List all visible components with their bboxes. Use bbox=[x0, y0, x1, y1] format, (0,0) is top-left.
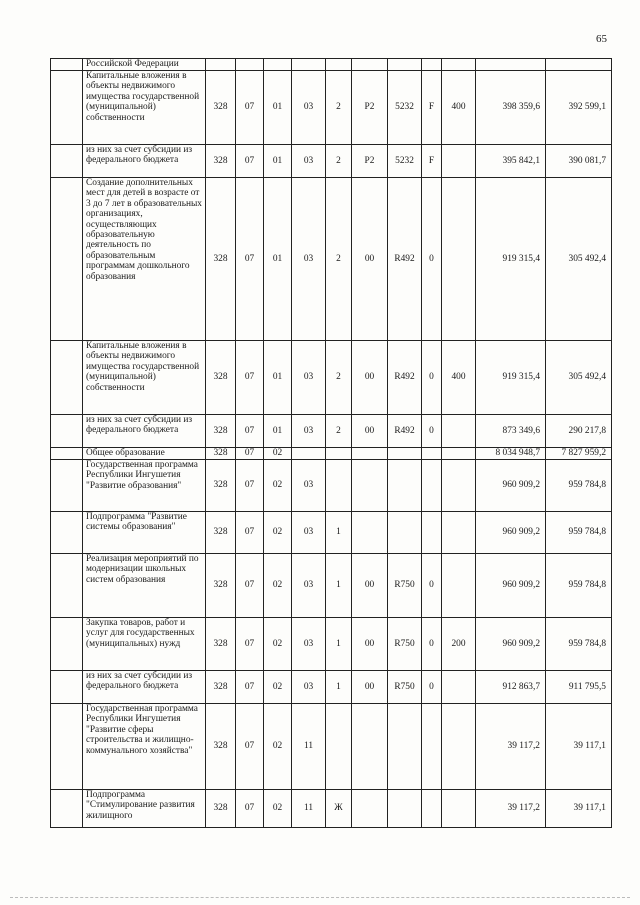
direction-cell: R492 bbox=[388, 178, 422, 341]
section-cell: 07 bbox=[236, 415, 264, 448]
section-cell: 07 bbox=[236, 448, 264, 460]
main-event-cell: 00 bbox=[352, 671, 388, 704]
direction-cell: R492 bbox=[388, 415, 422, 448]
program-cell: 03 bbox=[292, 618, 326, 671]
subsection-cell: 01 bbox=[264, 145, 292, 178]
subsection-cell: 02 bbox=[264, 618, 292, 671]
margin-cell bbox=[51, 704, 83, 790]
subsection-cell: 02 bbox=[264, 512, 292, 554]
table-row bbox=[51, 71, 612, 145]
subprogram-cell bbox=[326, 704, 352, 790]
subsection-cell: 01 bbox=[264, 341, 292, 415]
subsection-cell: 02 bbox=[264, 671, 292, 704]
ministry-code-cell: 328 bbox=[206, 704, 236, 790]
type-cell bbox=[422, 59, 442, 71]
ministry-code-cell: 328 bbox=[206, 341, 236, 415]
program-cell: 11 bbox=[292, 790, 326, 828]
amount-2022-cell: 39 117,1 bbox=[546, 704, 612, 790]
direction-cell bbox=[388, 460, 422, 512]
row-name-cell: Подпрограмма "Стимулирование развития жилищного bbox=[83, 790, 206, 828]
subsection-cell: 02 bbox=[264, 790, 292, 828]
subsection-cell: 02 bbox=[264, 704, 292, 790]
expense-type-cell bbox=[442, 415, 476, 448]
type-cell: 0 bbox=[422, 178, 442, 341]
direction-cell bbox=[388, 59, 422, 71]
subprogram-cell: 2 bbox=[326, 145, 352, 178]
amount-2021-cell: 8 034 948,7 bbox=[476, 448, 546, 460]
subprogram-cell bbox=[326, 59, 352, 71]
subprogram-cell: 2 bbox=[326, 415, 352, 448]
amount-2022-cell: 39 117,1 bbox=[546, 790, 612, 828]
main-event-cell: P2 bbox=[352, 71, 388, 145]
main-event-cell: 00 bbox=[352, 341, 388, 415]
expense-type-cell bbox=[442, 704, 476, 790]
type-cell bbox=[422, 704, 442, 790]
table-row bbox=[51, 512, 612, 554]
ministry-code-cell: 328 bbox=[206, 460, 236, 512]
margin-cell bbox=[51, 178, 83, 341]
main-event-cell: 00 bbox=[352, 618, 388, 671]
row-name-cell: Российской Федерации bbox=[83, 59, 206, 71]
direction-cell bbox=[388, 790, 422, 828]
amount-2022-cell: 390 081,7 bbox=[546, 145, 612, 178]
expense-type-cell bbox=[442, 790, 476, 828]
margin-cell bbox=[51, 448, 83, 460]
expense-type-cell bbox=[442, 59, 476, 71]
margin-cell bbox=[51, 554, 83, 618]
amount-2021-cell: 395 842,1 bbox=[476, 145, 546, 178]
table-row bbox=[51, 554, 612, 618]
main-event-cell bbox=[352, 460, 388, 512]
expense-type-cell bbox=[442, 448, 476, 460]
section-cell: 07 bbox=[236, 790, 264, 828]
page-bottom-rule bbox=[10, 897, 630, 898]
subprogram-cell: 1 bbox=[326, 671, 352, 704]
program-cell: 11 bbox=[292, 704, 326, 790]
margin-cell bbox=[51, 618, 83, 671]
main-event-cell: 00 bbox=[352, 178, 388, 341]
amount-2021-cell: 39 117,2 bbox=[476, 704, 546, 790]
subsection-cell: 02 bbox=[264, 554, 292, 618]
program-cell: 03 bbox=[292, 341, 326, 415]
amount-2022-cell: 911 795,5 bbox=[546, 671, 612, 704]
direction-cell: 5232 bbox=[388, 145, 422, 178]
type-cell: F bbox=[422, 145, 442, 178]
subprogram-cell: 1 bbox=[326, 512, 352, 554]
direction-cell: 5232 bbox=[388, 71, 422, 145]
type-cell bbox=[422, 448, 442, 460]
section-cell: 07 bbox=[236, 460, 264, 512]
ministry-code-cell: 328 bbox=[206, 618, 236, 671]
direction-cell: R492 bbox=[388, 341, 422, 415]
expense-type-cell: 400 bbox=[442, 341, 476, 415]
amount-2022-cell bbox=[546, 59, 612, 71]
subsection-cell: 01 bbox=[264, 71, 292, 145]
expense-type-cell bbox=[442, 178, 476, 341]
row-name-cell: Общее образование bbox=[83, 448, 206, 460]
subprogram-cell bbox=[326, 460, 352, 512]
program-cell: 03 bbox=[292, 178, 326, 341]
amount-2021-cell: 919 315,4 bbox=[476, 178, 546, 341]
type-cell: F bbox=[422, 71, 442, 145]
amount-2022-cell: 305 492,4 bbox=[546, 341, 612, 415]
ministry-code-cell bbox=[206, 59, 236, 71]
subsection-cell bbox=[264, 59, 292, 71]
expense-type-cell bbox=[442, 460, 476, 512]
program-cell: 03 bbox=[292, 71, 326, 145]
amount-2022-cell: 7 827 959,2 bbox=[546, 448, 612, 460]
table-row bbox=[51, 448, 612, 460]
ministry-code-cell: 328 bbox=[206, 145, 236, 178]
program-cell: 03 bbox=[292, 460, 326, 512]
expense-type-cell bbox=[442, 554, 476, 618]
amount-2022-cell: 959 784,8 bbox=[546, 512, 612, 554]
program-cell: 03 bbox=[292, 415, 326, 448]
expense-type-cell bbox=[442, 671, 476, 704]
table-row bbox=[51, 341, 612, 415]
type-cell: 0 bbox=[422, 554, 442, 618]
amount-2022-cell: 959 784,8 bbox=[546, 618, 612, 671]
amount-2021-cell: 960 909,2 bbox=[476, 460, 546, 512]
row-name-cell: Капитальные вложения в объекты недвижимого имущества государственной (муниципальной) собственности bbox=[83, 341, 206, 415]
ministry-code-cell: 328 bbox=[206, 448, 236, 460]
row-name-cell: Капитальные вложения в объекты недвижимого имущества государственной (муниципальной) собственности bbox=[83, 71, 206, 145]
margin-cell bbox=[51, 71, 83, 145]
ministry-code-cell: 328 bbox=[206, 71, 236, 145]
amount-2021-cell: 912 863,7 bbox=[476, 671, 546, 704]
table-row bbox=[51, 704, 612, 790]
type-cell bbox=[422, 460, 442, 512]
direction-cell bbox=[388, 512, 422, 554]
section-cell: 07 bbox=[236, 618, 264, 671]
margin-cell bbox=[51, 512, 83, 554]
amount-2021-cell: 398 359,6 bbox=[476, 71, 546, 145]
program-cell: 03 bbox=[292, 554, 326, 618]
type-cell: 0 bbox=[422, 671, 442, 704]
ministry-code-cell: 328 bbox=[206, 415, 236, 448]
direction-cell bbox=[388, 448, 422, 460]
ministry-code-cell: 328 bbox=[206, 512, 236, 554]
margin-cell bbox=[51, 145, 83, 178]
subprogram-cell: 2 bbox=[326, 71, 352, 145]
section-cell: 07 bbox=[236, 145, 264, 178]
program-cell: 03 bbox=[292, 512, 326, 554]
program-cell: 03 bbox=[292, 671, 326, 704]
table-row bbox=[51, 460, 612, 512]
section-cell: 07 bbox=[236, 71, 264, 145]
main-event-cell bbox=[352, 59, 388, 71]
section-cell: 07 bbox=[236, 341, 264, 415]
amount-2022-cell: 290 217,8 bbox=[546, 415, 612, 448]
direction-cell: R750 bbox=[388, 618, 422, 671]
amount-2021-cell: 39 117,2 bbox=[476, 790, 546, 828]
subprogram-cell: 1 bbox=[326, 554, 352, 618]
subprogram-cell bbox=[326, 448, 352, 460]
amount-2021-cell: 960 909,2 bbox=[476, 512, 546, 554]
amount-2022-cell: 305 492,4 bbox=[546, 178, 612, 341]
section-cell: 07 bbox=[236, 178, 264, 341]
budget-table bbox=[50, 58, 612, 828]
ministry-code-cell: 328 bbox=[206, 554, 236, 618]
section-cell: 07 bbox=[236, 554, 264, 618]
main-event-cell bbox=[352, 704, 388, 790]
type-cell bbox=[422, 790, 442, 828]
row-name-cell: из них за счет субсидии из федерального бюджета bbox=[83, 415, 206, 448]
table-row bbox=[51, 790, 612, 828]
ministry-code-cell: 328 bbox=[206, 671, 236, 704]
margin-cell bbox=[51, 460, 83, 512]
amount-2022-cell: 959 784,8 bbox=[546, 554, 612, 618]
row-name-cell: из них за счет субсидии из федерального бюджета bbox=[83, 671, 206, 704]
expense-type-cell bbox=[442, 512, 476, 554]
margin-cell bbox=[51, 415, 83, 448]
subprogram-cell: Ж bbox=[326, 790, 352, 828]
main-event-cell: P2 bbox=[352, 145, 388, 178]
amount-2021-cell: 960 909,2 bbox=[476, 554, 546, 618]
page-number: 65 bbox=[596, 33, 607, 45]
section-cell bbox=[236, 59, 264, 71]
row-name-cell: Государственная программа Республики Ингушетия "Развитие образования" bbox=[83, 460, 206, 512]
expense-type-cell bbox=[442, 145, 476, 178]
type-cell: 0 bbox=[422, 618, 442, 671]
table-row bbox=[51, 59, 612, 71]
main-event-cell: 00 bbox=[352, 415, 388, 448]
row-name-cell: Государственная программа Республики Ингушетия "Развитие сферы строительства и жилищно-коммунального хозяйства" bbox=[83, 704, 206, 790]
main-event-cell: 00 bbox=[352, 554, 388, 618]
margin-cell bbox=[51, 790, 83, 828]
ministry-code-cell: 328 bbox=[206, 790, 236, 828]
subsection-cell: 02 bbox=[264, 448, 292, 460]
amount-2021-cell: 873 349,6 bbox=[476, 415, 546, 448]
section-cell: 07 bbox=[236, 671, 264, 704]
subprogram-cell: 2 bbox=[326, 341, 352, 415]
program-cell: 03 bbox=[292, 145, 326, 178]
table-row bbox=[51, 671, 612, 704]
program-cell bbox=[292, 59, 326, 71]
row-name-cell: из них за счет субсидии из федерального бюджета bbox=[83, 145, 206, 178]
type-cell: 0 bbox=[422, 341, 442, 415]
subsection-cell: 01 bbox=[264, 178, 292, 341]
row-name-cell: Создание дополнительных мест для детей в возрасте от 3 до 7 лет в образовательных организациях, осуществляющих образовательную деятельность по образовательным программам дошкольного образования bbox=[83, 178, 206, 341]
subsection-cell: 02 bbox=[264, 460, 292, 512]
program-cell bbox=[292, 448, 326, 460]
table-row bbox=[51, 415, 612, 448]
main-event-cell bbox=[352, 790, 388, 828]
row-name-cell: Реализация мероприятий по модернизации школьных систем образования bbox=[83, 554, 206, 618]
section-cell: 07 bbox=[236, 512, 264, 554]
row-name-cell: Закупка товаров, работ и услуг для государственных (муниципальных) нужд bbox=[83, 618, 206, 671]
direction-cell: R750 bbox=[388, 554, 422, 618]
amount-2021-cell bbox=[476, 59, 546, 71]
amount-2021-cell: 919 315,4 bbox=[476, 341, 546, 415]
subprogram-cell: 2 bbox=[326, 178, 352, 341]
expense-type-cell: 200 bbox=[442, 618, 476, 671]
main-event-cell bbox=[352, 448, 388, 460]
row-name-cell: Подпрограмма "Развитие системы образования" bbox=[83, 512, 206, 554]
margin-cell bbox=[51, 59, 83, 71]
direction-cell bbox=[388, 704, 422, 790]
section-cell: 07 bbox=[236, 704, 264, 790]
amount-2022-cell: 392 599,1 bbox=[546, 71, 612, 145]
amount-2021-cell: 960 909,2 bbox=[476, 618, 546, 671]
amount-2022-cell: 959 784,8 bbox=[546, 460, 612, 512]
subprogram-cell: 1 bbox=[326, 618, 352, 671]
direction-cell: R750 bbox=[388, 671, 422, 704]
margin-cell bbox=[51, 671, 83, 704]
subsection-cell: 01 bbox=[264, 415, 292, 448]
table-row bbox=[51, 618, 612, 671]
main-event-cell bbox=[352, 512, 388, 554]
ministry-code-cell: 328 bbox=[206, 178, 236, 341]
expense-type-cell: 400 bbox=[442, 71, 476, 145]
table-row bbox=[51, 178, 612, 341]
type-cell: 0 bbox=[422, 415, 442, 448]
type-cell bbox=[422, 512, 442, 554]
margin-cell bbox=[51, 341, 83, 415]
table-row bbox=[51, 145, 612, 178]
